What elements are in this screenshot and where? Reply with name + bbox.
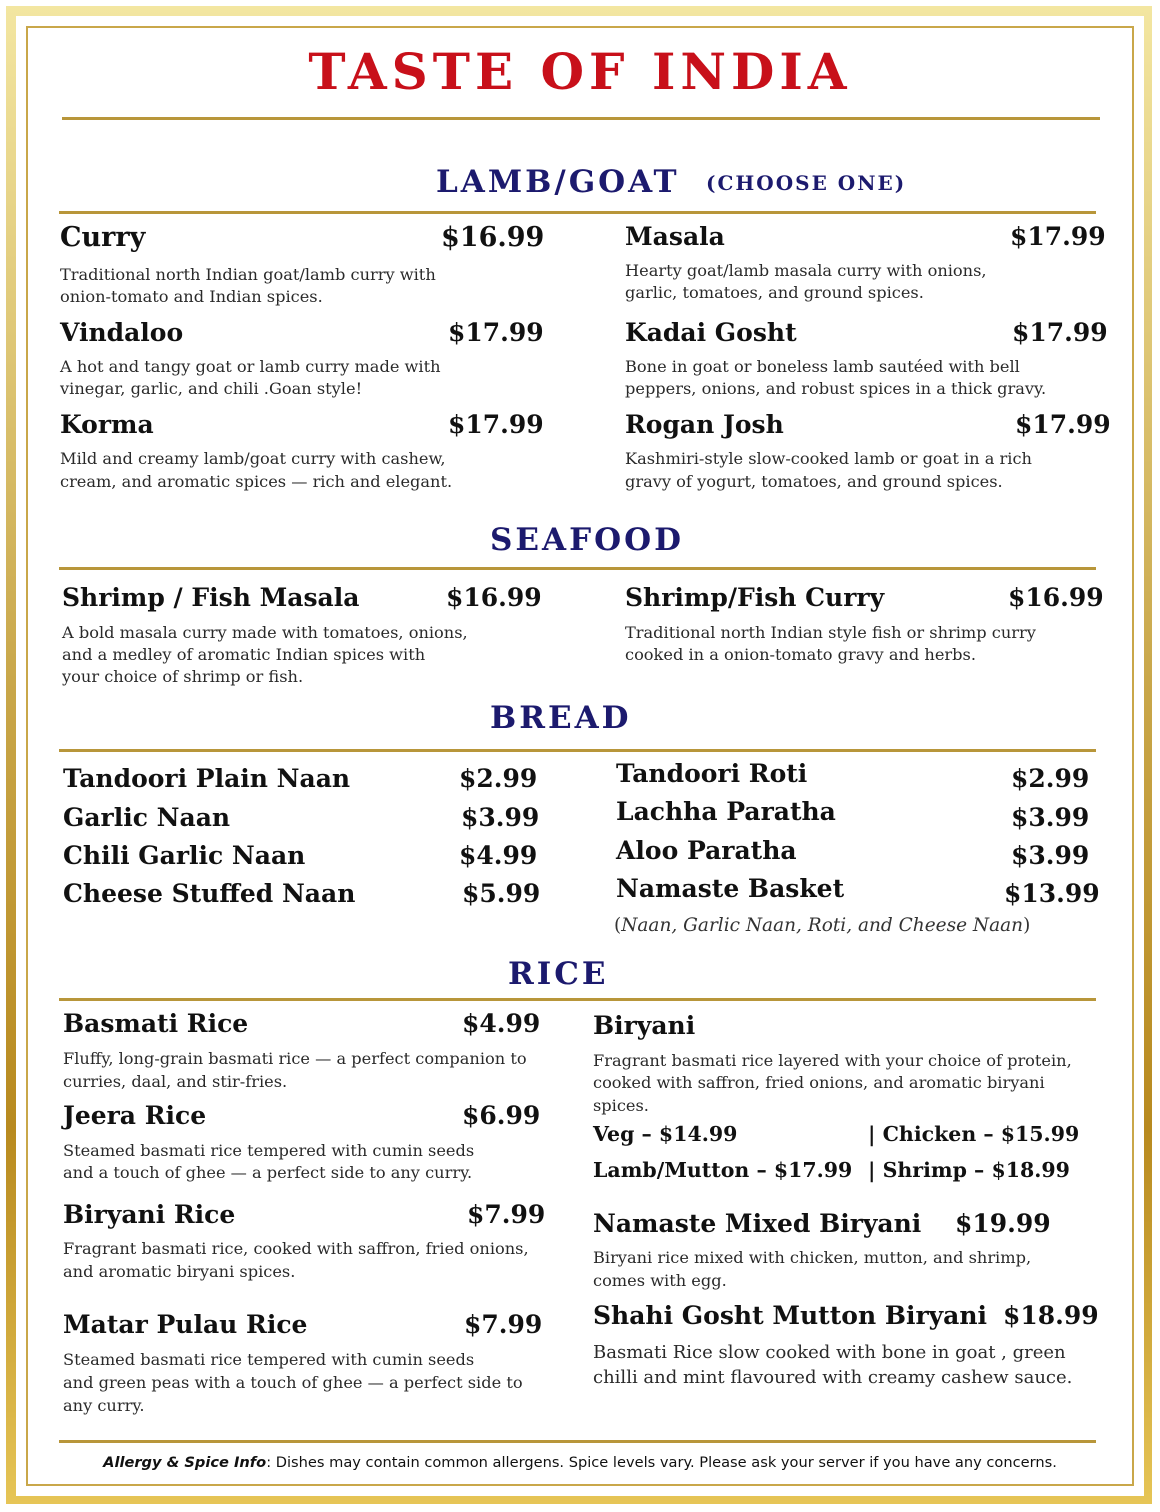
item-desc-line: cream, and aromatic spices — rich and elegant. [60, 472, 453, 491]
bread-divider [59, 749, 1096, 752]
item-desc-line: Fragrant basmati rice layered with your choice of protein, [593, 1051, 1072, 1070]
item-name-shahi-gosht-mutton-biryani: Shahi Gosht Mutton Biryani [593, 1301, 988, 1330]
item-price-shahi-gosht-mutton-biryani: $18.99 [1003, 1301, 1099, 1330]
item-desc-line: cooked with saffron, fried onions, and aromatic biryani [593, 1073, 1045, 1092]
footer-divider [59, 1440, 1096, 1443]
item-name-bread: Chili Garlic Naan [63, 841, 306, 870]
section-subtitle-lamb: (CHOOSE ONE) [706, 171, 907, 195]
section-title-lamb: LAMB/GOAT [436, 164, 680, 200]
item-name-bread: Aloo Paratha [616, 836, 797, 865]
item-desc-line: Traditional north Indian goat/lamb curry with [60, 265, 436, 284]
item-desc-line: your choice of shrimp or fish. [62, 667, 304, 686]
item-desc-line: Basmati Rice slow cooked with bone in goat , green [593, 1342, 1066, 1363]
section-title-seafood: SEAFOOD [490, 522, 684, 558]
item-name-kadai-gosht: Kadai Gosht [625, 318, 797, 347]
rice-divider [59, 998, 1096, 1001]
seafood-divider [59, 567, 1096, 570]
item-name-shrimp-fish-curry: Shrimp/Fish Curry [625, 583, 885, 612]
item-desc-line: and green peas with a touch of ghee — a perfect side to [63, 1373, 523, 1392]
item-name-bread: Lachha Paratha [616, 797, 836, 826]
item-desc-line: gravy of yogurt, tomatoes, and ground spices. [625, 472, 1003, 491]
item-desc-line: Mild and creamy lamb/goat curry with cashew, [60, 449, 446, 468]
item-price-namaste-basket: $13.99 [1004, 879, 1100, 908]
item-name-bread: Cheese Stuffed Naan [63, 879, 356, 908]
item-desc-line: peppers, onions, and robust spices in a thick gravy. [625, 379, 1047, 398]
item-price-bread: $3.99 [1011, 841, 1090, 870]
item-desc-line: vinegar, garlic, and chili .Goan style! [60, 379, 363, 398]
item-desc-line: and aromatic biryani spices. [63, 1262, 296, 1281]
item-name-bread: Tandoori Plain Naan [63, 764, 351, 793]
item-name-vindaloo: Vindaloo [60, 318, 184, 347]
item-desc-line: cooked in a onion-tomato gravy and herbs. [625, 645, 976, 664]
item-desc-line: Bone in goat or boneless lamb sautéed with bell [625, 357, 1020, 376]
item-price-matar-pulau-rice: $7.99 [464, 1310, 543, 1339]
biryani-variant-shrimp: | Shrimp – $18.99 [868, 1158, 1070, 1182]
item-price-kadai-gosht: $17.99 [1012, 318, 1108, 347]
item-price-vindaloo: $17.99 [448, 318, 544, 347]
biryani-variant-veg: Veg – $14.99 [593, 1122, 738, 1146]
item-desc-line: A bold masala curry made with tomatoes, onions, [62, 623, 468, 642]
item-price-bread: $2.99 [1011, 764, 1090, 793]
item-price-bread: $5.99 [462, 879, 541, 908]
item-desc-line: Fragrant basmati rice, cooked with saffron, fried onions, [63, 1239, 529, 1258]
item-price-rogan-josh: $17.99 [1015, 410, 1111, 439]
item-name-bread: Garlic Naan [63, 803, 231, 832]
item-desc-line: spices. [593, 1096, 649, 1115]
item-desc-line: curries, daal, and stir-fries. [63, 1072, 288, 1091]
item-desc-line: A hot and tangy goat or lamb curry made with [60, 357, 441, 376]
item-desc-line: chilli and mint flavoured with creamy cashew sauce. [593, 1367, 1073, 1388]
item-desc-line: and a touch of ghee — a perfect side to any curry. [63, 1163, 473, 1182]
item-name-matar-pulau-rice: Matar Pulau Rice [63, 1310, 308, 1339]
item-desc-line: and a medley of aromatic Indian spices with [62, 645, 426, 664]
item-desc-line: Kashmiri-style slow-cooked lamb or goat in a rich [625, 449, 1032, 468]
section-title-bread: BREAD [490, 700, 632, 736]
item-name-namaste-basket: Namaste Basket [616, 874, 845, 903]
page-title: TASTE OF INDIA [308, 42, 852, 101]
item-name-korma: Korma [60, 410, 154, 439]
item-desc-line: any curry. [63, 1396, 145, 1415]
item-price-jeera-rice: $6.99 [462, 1101, 541, 1130]
item-desc-line: Steamed basmati rice tempered with cumin seeds [63, 1350, 475, 1369]
biryani-variant-lamb: Lamb/Mutton – $17.99 [593, 1158, 853, 1182]
item-price-bread: $3.99 [1011, 803, 1090, 832]
biryani-variant-chicken: | Chicken – $15.99 [868, 1122, 1080, 1146]
item-name-bread: Tandoori Roti [616, 759, 808, 788]
item-price-masala: $17.99 [1010, 222, 1106, 251]
item-name-jeera-rice: Jeera Rice [63, 1101, 207, 1130]
item-name-shrimp-fish-masala: Shrimp / Fish Masala [62, 583, 360, 612]
allergy-text: : Dishes may contain common allergens. Spice levels vary. Please ask your server if you have any concerns. [266, 1454, 1057, 1471]
item-name-curry: Curry [60, 222, 146, 253]
item-price-bread: $2.99 [459, 764, 538, 793]
item-price-bread: $4.99 [459, 841, 538, 870]
item-desc-line: Steamed basmati rice tempered with cumin seeds [63, 1141, 475, 1160]
item-name-basmati-rice: Basmati Rice [63, 1009, 249, 1038]
item-name-namaste-mixed-biryani: Namaste Mixed Biryani [593, 1209, 922, 1238]
item-price-korma: $17.99 [448, 410, 544, 439]
item-name-masala: Masala [625, 222, 725, 251]
item-price-shrimp-fish-curry: $16.99 [1008, 583, 1104, 612]
allergy-label: Allergy & Spice Info [103, 1454, 267, 1471]
item-price-basmati-rice: $4.99 [462, 1009, 541, 1038]
item-price-biryani-rice: $7.99 [467, 1200, 546, 1229]
item-name-biryani: Biryani [593, 1011, 696, 1040]
item-desc-line: Traditional north Indian style fish or shrimp curry [625, 623, 1036, 642]
item-name-biryani-rice: Biryani Rice [63, 1200, 236, 1229]
basket-note: (Naan, Garlic Naan, Roti, and Cheese Naan) [614, 915, 1031, 936]
item-desc-line: garlic, tomatoes, and ground spices. [625, 283, 924, 302]
title-divider [62, 117, 1100, 120]
section-title-rice: RICE [508, 956, 609, 992]
lamb-divider [59, 211, 1096, 214]
item-desc-line: Fluffy, long-grain basmati rice — a perfect companion to [63, 1049, 527, 1068]
item-desc-line: onion-tomato and Indian spices. [60, 287, 323, 306]
item-price-shrimp-fish-masala: $16.99 [446, 583, 542, 612]
item-desc-line: comes with egg. [593, 1271, 727, 1290]
item-name-rogan-josh: Rogan Josh [625, 410, 784, 439]
item-desc-line: Hearty goat/lamb masala curry with onions, [625, 261, 987, 280]
allergy-info [0, 1454, 1160, 1471]
item-price-curry: $16.99 [441, 222, 545, 253]
item-desc-line: Biryani rice mixed with chicken, mutton, and shrimp, [593, 1248, 1032, 1267]
item-price-namaste-mixed-biryani: $19.99 [955, 1209, 1051, 1238]
item-price-bread: $3.99 [461, 803, 540, 832]
